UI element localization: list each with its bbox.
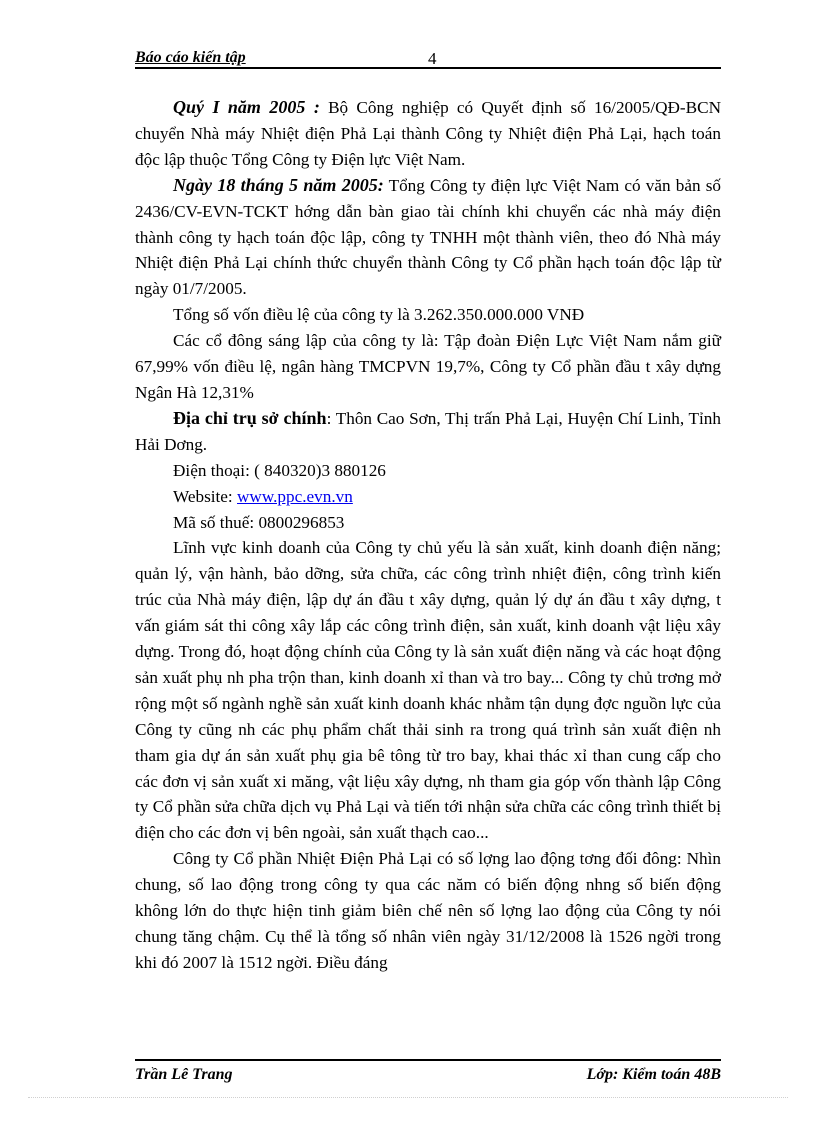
document-body [135,95,721,976]
paragraph-lead: Ngày 18 tháng 5 năm 2005: [173,174,384,195]
page-footer [135,1066,721,1088]
paragraph-tax-code: Mã số thuế: 0800296853 [173,512,345,532]
page-header [135,49,721,69]
website-label: Website: [173,486,238,506]
paragraph-workforce: Công ty Cổ phần Nhiệt Điện Phả Lại có số lợng lao động tơng đối đông: Nhìn chung, số lao động trong công ty qua các năm có biến động nhng số biến động không lớn do thực hiện tinh giảm biên chế nên số lợng lao động của Công ty nói chung tăng chậm. Cụ thể là tổng số nhân viên ngày 31/12/2008 là 1526 ngời trong khi đó 2007 là 1512 ngời. Điều đáng [135,849,721,972]
report-title: Báo cáo kiến tập [135,49,246,66]
paragraph-charter-capital: Tổng số vốn điều lệ của công ty là 3.262.350.000.000 VNĐ [173,305,585,325]
paragraph-may-2005 [135,173,721,303]
footer-author: Trần Lê Trang [135,1066,233,1083]
paragraph-head-office [135,406,721,458]
paragraph-website [135,484,721,510]
page-edge-dotted-line [28,1097,788,1098]
header-rule [135,67,721,69]
paragraph-text: : Thôn Cao Sơn, Thị trấn Phả Lại, Huyện Chí Linh, Tỉnh Hải Dơng. [135,408,721,454]
paragraph-founding-shareholders: Các cổ đông sáng lập của công ty là: Tập đoàn Điện Lực Việt Nam nắm giữ 67,99% vốn điều lệ, ngân hàng TMCPVN 19,7%, Công ty Cổ phần đầu t xây dựng Ngân Hà 12,31% [135,331,721,402]
paragraph-business-lines: Lĩnh vực kinh doanh của Công ty chủ yếu là sản xuất, kinh doanh điện năng; quản lý, vận hành, bảo dỡng, sửa chữa, các công trình nhiệt điện, công trình kiến trúc của Nhà máy điện, lập dự án đầu t xây dựng, quản lý dự án đầu t xây dựng, t vấn giám sát thi công xây lắp các công trình điện, sản xuất, kinh doanh vật liệu xây dựng. Trong đó, hoạt động chính của Công ty là sản xuất điện năng và các hoạt động sản xuất phụ nh pha trộn than, kinh doanh xỉ than và tro bay... Công ty chủ trơng mở rộng một số ngành nghề sản xuất kinh doanh khác nhằm tận dụng đợc nguồn lực của Công ty cũng nh các phụ phẩm chất thải sinh ra trong quá trình sản xuất điện nh tham gia dự án sản xuất phụ gia bê tông từ tro bay, khai thác xỉ than cung cấp cho các đơn vị sản xuất xi măng, vật liệu xây dựng, nh tham gia góp vốn thành lập Công ty Cổ phần sửa chữa dịch vụ Phả Lại và tiến tới nhận sửa chữa các công trình thiết bị điện cho các đơn vị bên ngoài, sản xuất thạch cao... [135,538,721,843]
website-link[interactable]: www.ppc.evn.vn [237,486,353,506]
page-number: 4 [428,49,437,68]
footer-class: Lớp: Kiểm toán 48B [586,1066,721,1083]
paragraph-text: Bộ Công nghiệp có Quyết định số 16/2005/QĐ-BCN chuyển Nhà máy Nhiệt điện Phả Lại thành Công ty Nhiệt điện Phả Lại, hạch toán độc lập thuộc Tổng Công ty Điện lực Việt Nam. [135,98,721,169]
paragraph-lead: Địa chỉ trụ sở chính [173,407,327,428]
paragraph-lead: Quý I năm 2005 : [173,97,320,117]
footer-rule [135,1059,721,1061]
paragraph-text: Tổng Công ty điện lực Việt Nam có văn bản số 2436/CV-EVN-TCKT hớng dẫn bàn giao tài chính khi chuyển các nhà máy điện thành công ty hạch toán độc lập, công ty TNHH một thành viên, theo đó Nhà máy Nhiệt điện Phả Lại chính thức chuyển thành Công ty Cổ phần hạch toán độc lập từ ngày 01/7/2005. [135,175,721,299]
paragraph-q1-2005 [135,95,721,173]
paragraph-phone: Điện thoại: ( 840320)3 880126 [173,460,386,480]
